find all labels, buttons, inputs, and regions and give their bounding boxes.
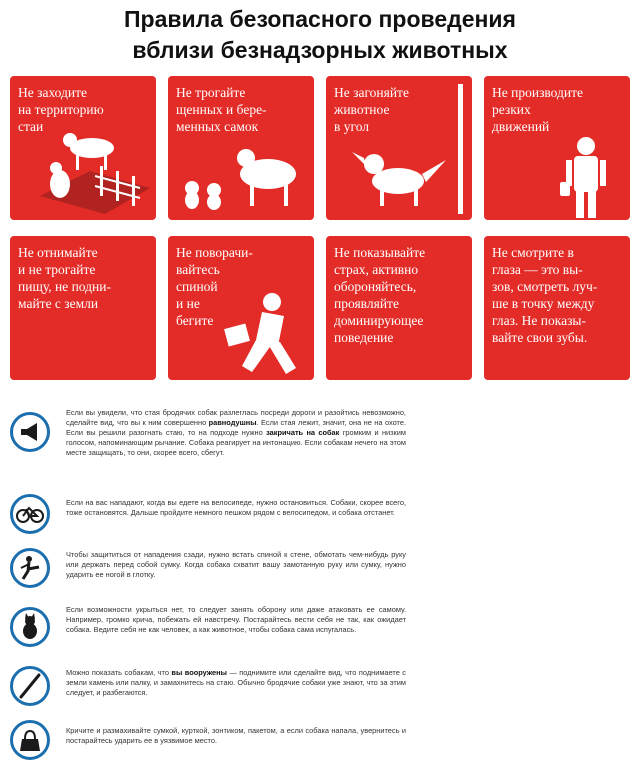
bicycle-icon xyxy=(10,494,50,534)
card-eyes xyxy=(484,236,630,380)
advice-text: Чтобы защититься от нападения сзади, нужно встать спиной к стене, обмотать чем-нибудь руку или держать перед собой сумку. Когда собака схватит вашу замотанную руку или сумку, нужно ударить ее ногой в глотку. xyxy=(66,550,406,579)
card-text: Не производите резких движений xyxy=(492,85,584,134)
card-text: Не заходите на территорию стаи xyxy=(18,85,104,134)
advice-text: Если на вас нападают, когда вы едете на велосипеде, нужно остановиться. Собаки, скорее всего, тоже остановятся. Дальше пройдите немного пешком рядом с велосипедом, и собака отстанет. xyxy=(66,498,406,517)
card-text: Не смотрите в глаза — это вы- зов, смотреть луч- ше в точку между глаз. Не показы- вайте свои зубы. xyxy=(492,245,598,345)
bag-icon xyxy=(10,720,50,760)
cat-icon xyxy=(10,607,50,647)
card-movements xyxy=(484,76,630,220)
card-puppies xyxy=(168,76,314,220)
kick-icon xyxy=(10,548,50,588)
card-text: Не трогайте щенных и бере- менных самок xyxy=(176,85,267,134)
card-territory xyxy=(10,76,156,220)
card-running xyxy=(168,236,314,380)
advice-text: Если возможности укрыться нет, то следует занять оборону или даже атаковать ее самому. Например, громко крича, побежать ей навстречу. Постарайтесь вести себя не так, как ожидает собака. Ведите себя не как человек, а как животное, чтобы собака сама испугалась. xyxy=(66,605,406,634)
card-text: Не поворачи- вайтесь спиной и не бегите xyxy=(176,245,253,328)
card-fear xyxy=(326,236,472,380)
advice-text: Кричите и размахивайте сумкой, курткой, зонтиком, пакетом, а если собака напала, увернитесь и постарайтесь ударить ее в уязвимое место. xyxy=(66,726,406,745)
rules-grid xyxy=(10,76,632,386)
page-title xyxy=(0,4,640,66)
card-text: Не отнимайте и не трогайте пищу, не подни- майте с земли xyxy=(18,245,111,311)
stick-icon xyxy=(10,666,50,706)
card-corner xyxy=(326,76,472,220)
megaphone-icon xyxy=(10,412,50,452)
advice-text: Можно показать собакам, что вы вооружены — поднимите или сделайте вид, что поднимаете с земли камень или палку, и замахнитесь на стаю. Обычно бродячие собаки уже знают, что за этим следует, и разбегаются. xyxy=(66,668,406,697)
title-line-1: Правила безопасного проведения xyxy=(124,6,516,32)
advice-text: Если вы увидели, что стая бродячих собак разлеглась посреди дороги и разойтись невозможно, сделайте вид, что вы к ним совершенно равнодушны. Если стая лежит, значит, она не на охоте. Если вы решили разогнать стаю, то на подходе нужно закричать на собак громким и низким голосом, напоминающим рычание. Собака реагирует на интонацию. Если собакам нечего на этом месте защищать, то они, скорее всего, сбегут. xyxy=(66,408,406,457)
card-text: Не показывайте страх, активно обороняйтесь, проявляйте доминирующее поведение xyxy=(334,245,426,345)
card-text: Не загоняйте животное в угол xyxy=(334,85,409,134)
card-food xyxy=(10,236,156,380)
title-line-2: вблизи безнадзорных животных xyxy=(132,37,508,63)
